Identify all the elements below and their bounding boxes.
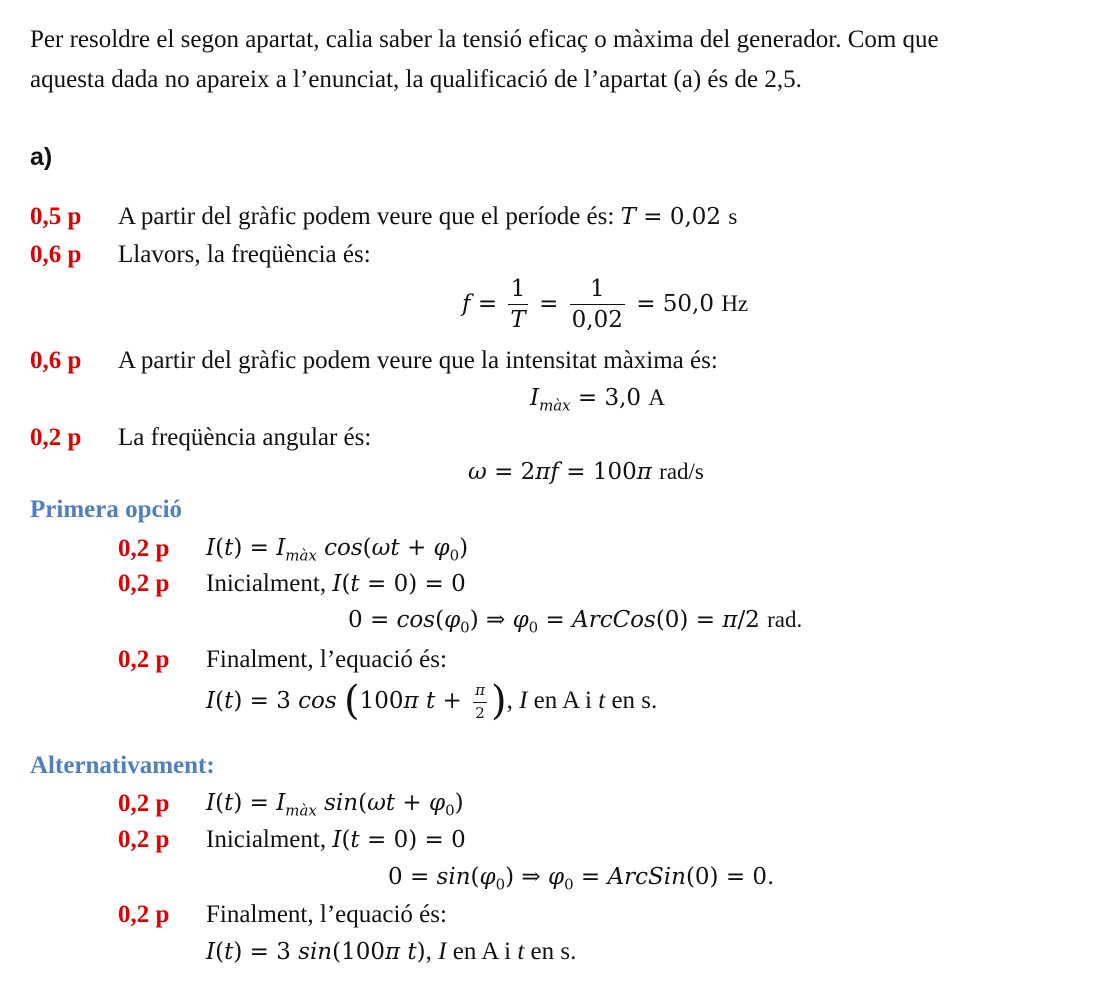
points-step-4: 0,2 p [30,424,82,451]
intro-line-2: aquesta dada no apareix a l’enunciat, la qualificació de l’apartat (a) és de 2,5. [30,66,802,93]
step-2-text: Llavors, la freqüència és: [118,241,371,268]
section-heading: a) [30,143,53,171]
option-2-title: Alternativament: [30,752,215,779]
points-option-2-row-4: 0,2 p [118,901,170,928]
option-1-initial: Inicialment, I(t = 0) = 0 [206,570,466,597]
fraction-1-over-T: $\frac{1}{T}$ [510,276,526,334]
option-2-initial: Inicialment, I(t = 0) = 0 [206,826,466,853]
fraction-pi-over-2: $\frac{\pi}{2}$ [475,681,485,722]
option-1-general-eq: $I(t) = I_{màx}$ $\cos(\omega t + \varphi_0)$ [206,535,469,565]
omega-formula: ω = 2πf = 100π rad/s [468,459,704,485]
option-1-phase-eq: $0 = \cos(\varphi_0)$ ⇒ $\varphi_0$ = ArcCos(0) = π/2 rad. [348,607,803,637]
option-1-final-label: Finalment, l’equació és: [206,646,447,673]
option-2-final-label: Finalment, l’equació és: [206,901,447,928]
option-2-final-eq: I(t) = 3 sin(100π t), I en A i t en s. [206,938,577,965]
points-option-1-row-2: 0,2 p [118,570,170,597]
points-step-1: 0,5 p [30,203,82,230]
points-option-1-row-4: 0,2 p [118,646,170,673]
intro-line-1: Per resoldre el segon apartat, calia saber la tensió eficaç o màxima del generador. Com que [30,26,939,53]
option-2-phase-eq: $0 = \sin(\varphi_0)$ ⇒ $\varphi_0$ = ArcSin(0) = 0. [388,864,775,894]
points-step-3: 0,6 p [30,347,82,374]
points-option-2-row-1: 0,2 p [118,790,170,817]
frequency-formula: f = $\frac{1}{T}$ = $\frac{1}{0,02}$ = 50,0 Hz [462,276,749,334]
step-3-text: A partir del gràfic podem veure que la intensitat màxima és: [118,347,718,374]
intro-paragraph [30,20,1100,100]
points-step-2: 0,6 p [30,241,82,268]
fraction-1-over-0-02: $\frac{1}{0,02}$ [571,276,623,334]
step-4-text: La freqüència angular és: [118,424,372,451]
points-option-2-row-2: 0,2 p [118,826,170,853]
period-formula: T = 0,02 s [620,204,738,230]
imax-formula: $I_{màx} = 3,0$ A [530,385,666,415]
option-1-title: Primera opció [30,496,183,523]
option-1-final-eq: I(t) = 3 cos (100π t + $\frac{\pi}{2}$ ), I en A i t en s. [206,678,658,724]
step-1-text: A partir del gràfic podem veure que el període és: T = 0,02 s [118,203,738,230]
option-2-general-eq: $I(t) = I_{màx}$ $\sin(\omega t + \varphi_0)$ [206,790,464,820]
points-option-1-row-1: 0,2 p [118,535,170,562]
